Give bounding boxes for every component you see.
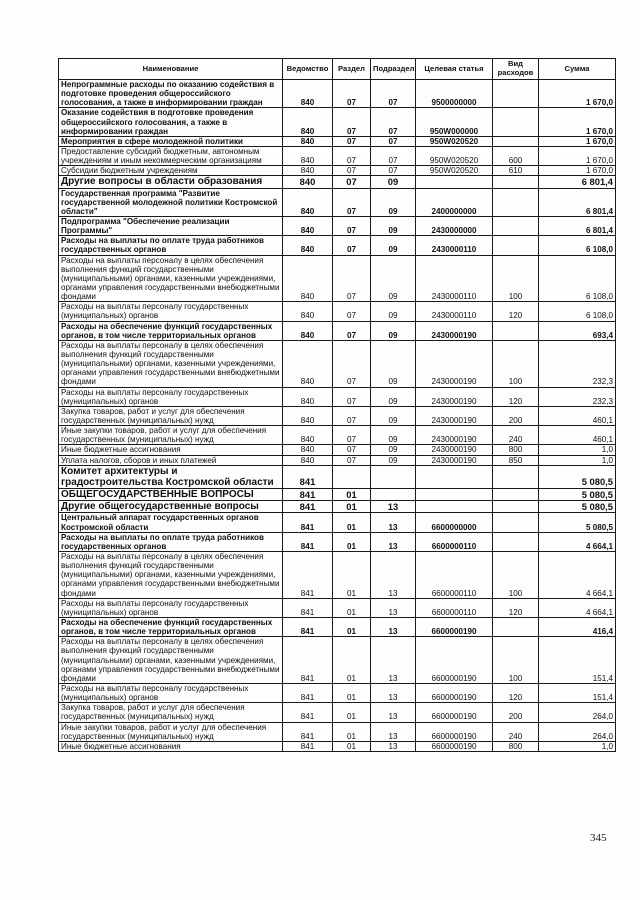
cell-section: 07 — [333, 176, 371, 188]
cell-name: Расходы на выплаты персоналу государственных (муниципальных) органов — [59, 683, 283, 702]
cell-department: 840 — [283, 146, 333, 165]
cell-name: Закупка товаров, работ и услуг для обеспечения государственных (муниципальных) нужд — [59, 703, 283, 722]
cell-expense-type — [493, 188, 539, 216]
cell-target-article: 2430000110 — [416, 302, 493, 321]
cell-name: Непрограммные расходы по оказанию содействия в подготовке проведения общероссийского голосования, а также в информировании граждан — [59, 80, 283, 108]
cell-department: 840 — [283, 445, 333, 455]
cell-subsection: 09 — [371, 188, 416, 216]
cell-expense-type — [493, 513, 539, 532]
table-row — [59, 617, 616, 636]
cell-section: 01 — [333, 617, 371, 636]
cell-subsection: 13 — [371, 741, 416, 751]
cell-target-article: 950W020520 — [416, 136, 493, 146]
cell-section: 07 — [333, 426, 371, 445]
cell-expense-type — [493, 532, 539, 551]
budget-table — [58, 58, 616, 752]
cell-subsection: 13 — [371, 617, 416, 636]
table-row — [59, 176, 616, 188]
cell-subsection: 09 — [371, 445, 416, 455]
cell-department: 840 — [283, 321, 333, 340]
cell-target-article: 2430000000 — [416, 217, 493, 236]
header-name: Наименование — [59, 59, 283, 80]
cell-expense-type: 850 — [493, 455, 539, 465]
cell-department: 841 — [283, 532, 333, 551]
cell-name: Государственная программа "Развитие государственной молодежной политики Костромской области" — [59, 188, 283, 216]
cell-expense-type: 600 — [493, 146, 539, 165]
cell-name: Расходы на выплаты персоналу в целях обеспечения выполнения функций государственными (муниципальными) органами, казенными учреждениями, органами управления государственными внебюджетными фондами — [59, 551, 283, 598]
table-row — [59, 445, 616, 455]
table-row — [59, 302, 616, 321]
cell-subsection: 07 — [371, 136, 416, 146]
cell-expense-type: 120 — [493, 387, 539, 406]
cell-sum: 416,4 — [539, 617, 616, 636]
cell-expense-type: 120 — [493, 302, 539, 321]
cell-expense-type — [493, 108, 539, 136]
cell-sum: 6 801,4 — [539, 188, 616, 216]
cell-target-article: 6600000190 — [416, 637, 493, 684]
table-row — [59, 551, 616, 598]
cell-sum: 1,0 — [539, 455, 616, 465]
cell-name: Мероприятия в сфере молодежной политики — [59, 136, 283, 146]
cell-expense-type — [493, 617, 539, 636]
cell-subsection: 09 — [371, 455, 416, 465]
cell-expense-type: 240 — [493, 426, 539, 445]
cell-name: Расходы на выплаты персоналу в целях обеспечения выполнения функций государственными (муниципальными) органами, казенными учреждениями, органами управления государственными внебюджетными фондами — [59, 637, 283, 684]
cell-expense-type — [493, 501, 539, 513]
cell-target-article: 950W020520 — [416, 146, 493, 165]
cell-target-article: 950W000000 — [416, 108, 493, 136]
cell-department: 841 — [283, 513, 333, 532]
cell-name: Другие вопросы в области образования — [59, 176, 283, 188]
cell-subsection: 09 — [371, 426, 416, 445]
cell-target-article: 6600000190 — [416, 683, 493, 702]
cell-expense-type: 100 — [493, 340, 539, 387]
cell-sum: 264,0 — [539, 703, 616, 722]
cell-expense-type: 120 — [493, 683, 539, 702]
cell-name: Расходы на выплаты персоналу государственных (муниципальных) органов — [59, 387, 283, 406]
table-row — [59, 741, 616, 751]
cell-section: 07 — [333, 80, 371, 108]
cell-expense-type: 240 — [493, 722, 539, 741]
cell-subsection: 13 — [371, 513, 416, 532]
cell-sum: 1 670,0 — [539, 146, 616, 165]
cell-subsection: 09 — [371, 217, 416, 236]
cell-sum: 1 670,0 — [539, 108, 616, 136]
cell-section: 07 — [333, 188, 371, 216]
cell-target-article: 6600000190 — [416, 617, 493, 636]
cell-section — [333, 465, 371, 488]
cell-department: 841 — [283, 551, 333, 598]
cell-sum: 151,4 — [539, 637, 616, 684]
cell-expense-type — [493, 321, 539, 340]
cell-section: 07 — [333, 236, 371, 255]
table-row — [59, 513, 616, 532]
cell-target-article: 9500000000 — [416, 80, 493, 108]
cell-department: 841 — [283, 703, 333, 722]
cell-sum: 5 080,5 — [539, 489, 616, 501]
cell-subsection: 13 — [371, 551, 416, 598]
cell-name: Расходы на обеспечение функций государственных органов, в том числе территориальных органов — [59, 321, 283, 340]
table-row — [59, 136, 616, 146]
table-row — [59, 489, 616, 501]
cell-department: 840 — [283, 80, 333, 108]
table-row — [59, 703, 616, 722]
cell-section: 07 — [333, 146, 371, 165]
cell-expense-type: 200 — [493, 703, 539, 722]
cell-sum: 1 670,0 — [539, 80, 616, 108]
cell-expense-type: 800 — [493, 445, 539, 455]
cell-subsection: 07 — [371, 80, 416, 108]
cell-section: 07 — [333, 166, 371, 176]
cell-department: 841 — [283, 617, 333, 636]
cell-sum: 1,0 — [539, 445, 616, 455]
cell-section: 07 — [333, 340, 371, 387]
cell-subsection — [371, 465, 416, 488]
cell-section: 01 — [333, 637, 371, 684]
header-department: Ведомство — [283, 59, 333, 80]
cell-department: 841 — [283, 489, 333, 501]
cell-sum: 693,4 — [539, 321, 616, 340]
cell-name: Оказание содействия в подготовке проведения общероссийского голосования, а также в информировании граждан — [59, 108, 283, 136]
cell-sum: 1,0 — [539, 741, 616, 751]
cell-sum: 1 670,0 — [539, 136, 616, 146]
cell-target-article — [416, 465, 493, 488]
cell-section: 01 — [333, 532, 371, 551]
cell-subsection: 09 — [371, 321, 416, 340]
cell-sum: 5 080,5 — [539, 465, 616, 488]
cell-expense-type — [493, 236, 539, 255]
table-row — [59, 236, 616, 255]
cell-sum: 6 108,0 — [539, 302, 616, 321]
cell-expense-type: 100 — [493, 255, 539, 302]
cell-name: Иные закупки товаров, работ и услуг для обеспечения государственных (муниципальных) нужд — [59, 426, 283, 445]
table-row — [59, 188, 616, 216]
cell-department: 841 — [283, 722, 333, 741]
table-row — [59, 598, 616, 617]
cell-name: Субсидии бюджетным учреждениям — [59, 166, 283, 176]
cell-target-article: 2400000000 — [416, 188, 493, 216]
cell-target-article: 2430000110 — [416, 255, 493, 302]
cell-name: Расходы на выплаты по оплате труда работников государственных органов — [59, 236, 283, 255]
table-row — [59, 387, 616, 406]
header-subsection: Подраздел — [371, 59, 416, 80]
table-row — [59, 340, 616, 387]
cell-subsection: 13 — [371, 532, 416, 551]
cell-target-article: 2430000190 — [416, 406, 493, 425]
cell-section: 01 — [333, 513, 371, 532]
cell-section: 01 — [333, 741, 371, 751]
cell-target-article: 6600000110 — [416, 551, 493, 598]
cell-subsection: 09 — [371, 406, 416, 425]
cell-target-article: 950W020520 — [416, 166, 493, 176]
cell-name: Уплата налогов, сборов и иных платежей — [59, 455, 283, 465]
cell-department: 840 — [283, 255, 333, 302]
cell-department: 840 — [283, 406, 333, 425]
cell-name: Расходы на выплаты персоналу государственных (муниципальных) органов — [59, 598, 283, 617]
cell-target-article: 2430000190 — [416, 387, 493, 406]
cell-sum: 232,3 — [539, 340, 616, 387]
cell-section: 01 — [333, 598, 371, 617]
table-row — [59, 321, 616, 340]
cell-sum: 4 664,1 — [539, 551, 616, 598]
cell-subsection: 09 — [371, 340, 416, 387]
cell-subsection — [371, 489, 416, 501]
cell-department: 840 — [283, 166, 333, 176]
cell-target-article — [416, 501, 493, 513]
cell-name: Расходы на обеспечение функций государственных органов, в том числе территориальных органов — [59, 617, 283, 636]
cell-target-article: 2430000190 — [416, 321, 493, 340]
cell-name: Предоставление субсидий бюджетным, автономным учреждениям и иным некоммерческим организациям — [59, 146, 283, 165]
cell-target-article: 6600000190 — [416, 722, 493, 741]
cell-department: 840 — [283, 236, 333, 255]
cell-target-article — [416, 176, 493, 188]
cell-section: 01 — [333, 722, 371, 741]
cell-department: 840 — [283, 455, 333, 465]
cell-department: 840 — [283, 340, 333, 387]
cell-subsection: 13 — [371, 722, 416, 741]
cell-sum: 6 108,0 — [539, 236, 616, 255]
cell-sum: 1 670,0 — [539, 166, 616, 176]
cell-expense-type: 610 — [493, 166, 539, 176]
cell-target-article: 2430000190 — [416, 445, 493, 455]
cell-name: Иные закупки товаров, работ и услуг для обеспечения государственных (муниципальных) нужд — [59, 722, 283, 741]
cell-target-article: 6600000190 — [416, 703, 493, 722]
cell-name: Иные бюджетные ассигнования — [59, 741, 283, 751]
cell-department: 840 — [283, 136, 333, 146]
cell-subsection: 07 — [371, 146, 416, 165]
cell-target-article: 6600000190 — [416, 741, 493, 751]
cell-expense-type — [493, 80, 539, 108]
cell-department: 841 — [283, 501, 333, 513]
cell-sum: 6 108,0 — [539, 255, 616, 302]
cell-department: 841 — [283, 741, 333, 751]
table-row — [59, 166, 616, 176]
cell-sum: 151,4 — [539, 683, 616, 702]
cell-section: 07 — [333, 108, 371, 136]
cell-department: 840 — [283, 217, 333, 236]
cell-sum: 5 080,5 — [539, 501, 616, 513]
cell-sum: 232,3 — [539, 387, 616, 406]
cell-name: Подпрограмма "Обеспечение реализации Программы" — [59, 217, 283, 236]
cell-target-article: 6600000110 — [416, 598, 493, 617]
cell-section: 07 — [333, 387, 371, 406]
cell-expense-type — [493, 136, 539, 146]
cell-sum: 460,1 — [539, 406, 616, 425]
table-row — [59, 80, 616, 108]
cell-section: 07 — [333, 255, 371, 302]
cell-section: 07 — [333, 217, 371, 236]
cell-name: Иные бюджетные ассигнования — [59, 445, 283, 455]
cell-subsection: 13 — [371, 683, 416, 702]
cell-subsection: 13 — [371, 703, 416, 722]
cell-section: 07 — [333, 321, 371, 340]
cell-department: 841 — [283, 598, 333, 617]
cell-expense-type: 800 — [493, 741, 539, 751]
cell-expense-type: 120 — [493, 598, 539, 617]
cell-expense-type — [493, 176, 539, 188]
cell-department: 840 — [283, 426, 333, 445]
cell-section: 01 — [333, 703, 371, 722]
table-body — [59, 80, 616, 752]
cell-target-article — [416, 489, 493, 501]
cell-target-article: 2430000110 — [416, 236, 493, 255]
cell-department: 840 — [283, 302, 333, 321]
cell-subsection: 09 — [371, 302, 416, 321]
cell-target-article: 6600000000 — [416, 513, 493, 532]
cell-name: Другие общегосударственные вопросы — [59, 501, 283, 513]
cell-subsection: 13 — [371, 501, 416, 513]
cell-subsection: 07 — [371, 166, 416, 176]
cell-department: 840 — [283, 387, 333, 406]
cell-subsection: 09 — [371, 236, 416, 255]
cell-section: 07 — [333, 445, 371, 455]
table-row — [59, 426, 616, 445]
cell-name: Расходы на выплаты персоналу государственных (муниципальных) органов — [59, 302, 283, 321]
cell-section: 01 — [333, 551, 371, 598]
table-row — [59, 501, 616, 513]
cell-section: 07 — [333, 302, 371, 321]
table-row — [59, 255, 616, 302]
cell-name: Комитет архитектуры и градостроительства Костромской области — [59, 465, 283, 488]
table-row — [59, 637, 616, 684]
cell-subsection: 13 — [371, 598, 416, 617]
cell-sum: 6 801,4 — [539, 217, 616, 236]
table-row — [59, 406, 616, 425]
cell-expense-type: 200 — [493, 406, 539, 425]
cell-department: 840 — [283, 188, 333, 216]
table-row — [59, 217, 616, 236]
cell-name: Расходы на выплаты по оплате труда работников государственных органов — [59, 532, 283, 551]
cell-department: 841 — [283, 637, 333, 684]
cell-name: Расходы на выплаты персоналу в целях обеспечения выполнения функций государственными (муниципальными) органами, казенными учреждениями, органами управления государственными внебюджетными фондами — [59, 255, 283, 302]
cell-sum: 4 664,1 — [539, 598, 616, 617]
header-sum: Сумма — [539, 59, 616, 80]
cell-section: 07 — [333, 136, 371, 146]
cell-department: 840 — [283, 176, 333, 188]
cell-target-article: 6600000110 — [416, 532, 493, 551]
cell-sum: 5 080,5 — [539, 513, 616, 532]
cell-section: 01 — [333, 489, 371, 501]
cell-subsection: 09 — [371, 387, 416, 406]
cell-subsection: 13 — [371, 637, 416, 684]
table-header — [59, 59, 616, 80]
cell-expense-type — [493, 489, 539, 501]
table-row — [59, 455, 616, 465]
cell-subsection: 09 — [371, 176, 416, 188]
cell-department: 841 — [283, 683, 333, 702]
header-target-article: Целевая статья — [416, 59, 493, 80]
cell-sum: 460,1 — [539, 426, 616, 445]
cell-name: ОБЩЕГОСУДАРСТВЕННЫЕ ВОПРОСЫ — [59, 489, 283, 501]
cell-sum: 6 801,4 — [539, 176, 616, 188]
table-row — [59, 722, 616, 741]
cell-name: Расходы на выплаты персоналу в целях обеспечения выполнения функций государственными (муниципальными) органами, казенными учреждениями, органами управления государственными внебюджетными фондами — [59, 340, 283, 387]
table-row — [59, 108, 616, 136]
cell-expense-type — [493, 465, 539, 488]
cell-section: 01 — [333, 501, 371, 513]
cell-section: 07 — [333, 455, 371, 465]
cell-subsection: 07 — [371, 108, 416, 136]
cell-target-article: 2430000190 — [416, 340, 493, 387]
cell-expense-type: 100 — [493, 637, 539, 684]
header-expense-type: Вид расходов — [493, 59, 539, 80]
table-row — [59, 532, 616, 551]
cell-department: 840 — [283, 108, 333, 136]
cell-name: Закупка товаров, работ и услуг для обеспечения государственных (муниципальных) нужд — [59, 406, 283, 425]
table-row — [59, 683, 616, 702]
header-section: Раздел — [333, 59, 371, 80]
cell-target-article: 2430000190 — [416, 426, 493, 445]
cell-department: 841 — [283, 465, 333, 488]
cell-subsection: 09 — [371, 255, 416, 302]
cell-expense-type — [493, 217, 539, 236]
cell-expense-type: 100 — [493, 551, 539, 598]
cell-section: 01 — [333, 683, 371, 702]
cell-sum: 264,0 — [539, 722, 616, 741]
table-row — [59, 146, 616, 165]
page-number: 345 — [590, 832, 607, 844]
cell-section: 07 — [333, 406, 371, 425]
table-row — [59, 465, 616, 488]
cell-target-article: 2430000190 — [416, 455, 493, 465]
cell-sum: 4 664,1 — [539, 532, 616, 551]
cell-name: Центральный аппарат государственных органов Костромской области — [59, 513, 283, 532]
